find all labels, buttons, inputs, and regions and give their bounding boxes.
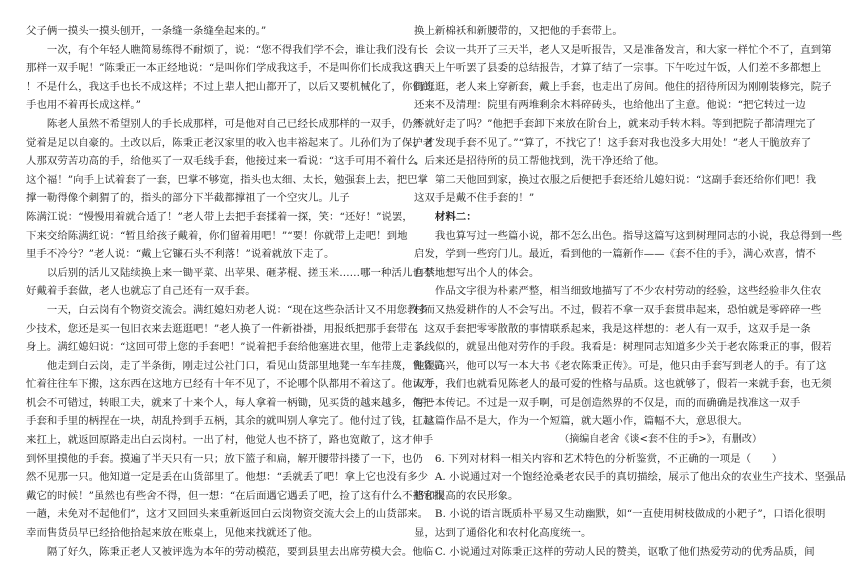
right-column-line: 这双手是戴不住手套的！” [414, 192, 535, 205]
left-column-line: 陈满江说：“慢慢用着就合适了！”老人带上去把手套揉着一探，笑：“还好！”说罢， [26, 210, 413, 223]
left-column-line: 忙着往往车下搬，这东西在这地方已经有十年不见了，不论哪个队都用不着这了。他认为 [26, 378, 434, 391]
right-column-line: 村而又热爱耕作的人不会写出。不过，假若不拿一双手套贯串起来，恐怕就是零碎碎一些 [414, 303, 822, 316]
left-column-line: 一次，有个年轻人瞧简易练得不耐烦了，说：“您不得我们学不会，谁让我们没有长 [26, 43, 429, 56]
left-column-line: 撑一勒得像个刺猬了的，指头的部分下半截都撑祖了一个空灾儿。儿子 [26, 192, 350, 205]
right-column-line: 他很高兴，他可以写一本大书《老农陈秉正传》。可是，他只由手套写到老人的手。有了这 [414, 359, 827, 372]
right-column-line: 不就好走了吗？”他把手套卸下来放在阶台上，就来动手转木料。等到把院子都清理完了 [414, 117, 817, 130]
left-column-line: 然不见那一只。他知道一定是丢在山货部里了。他想：“丢就丢了吧！拿上它也没有多少 [26, 471, 429, 484]
right-column-line: 会议一共开了三天半，老人又是听报告，又是准备发言，和大家一样忙个不了，直到第 [414, 43, 832, 56]
left-column-line: 里手不冷兮？”老人说：“戴上它镰石头不利落！”说着就放下走了。 [26, 248, 335, 261]
right-column-line: 第二天他回到家，换过衣服之后便把手套还给儿媳妇说：“这副手套还给你们吧！我 [414, 173, 817, 186]
right-column-line: 。这双手套把零零散散的事情联系起来，我是这样想的：老人有一双手，这双手是一条 [414, 322, 811, 335]
left-column-line: ！不是什么，我这手也长不成这样；不过上辈人把山都开了，以后又要机械化了，你们的 [26, 80, 434, 93]
left-column-line: 一趟，未免对不起他们”，这才又回回头来重新返回白云岗物资交流大会上的山货部来。 [26, 508, 429, 521]
left-column-line: 到怀里摸他的手套。摸遍了半天只有一只；放下篮子和扁，解开腰带抖搂了一下，也仍 [26, 452, 423, 465]
left-column-line: 机会不可错过，转眼工夫，就来了十来个人，每人拿着一柄锄，见买货的越来越多，他把 [26, 396, 434, 409]
right-column-line: 还来不及清理：院里有两堆剩余木料碎砖头，也给他出了主意。他说：“把它转过一边 [414, 99, 806, 112]
right-column-line: 写一本传记。不过是一双手啊，可是创造然界的不仅是，而的而确确是找准这一双手 [414, 396, 801, 409]
left-column-line: 幸而售货员早已经拾他拾起来放在账桌上，见他来找就还了他。 [26, 527, 319, 540]
left-column-line: 少技术，您还是买一包旧衣来去逛逛吧！”老人换了一件新褂褂，用报纸把那手套带在 [26, 322, 418, 335]
right-column-line: ，才发现手套不见了。”“算了，不找它了！这手套对我也没多大用处！”老人干脆放弃了 [414, 136, 812, 149]
right-column-line: 街逛逛，老人来上穿新套，戴上手套，也走出了房间。他住的招待所因为刚刚装修完，院子 [414, 80, 832, 93]
left-column-line: 以后别的活儿又陆续换上来一锄平菜、出苹果、砸茅棍、搓玉米……哪一种活儿也不 [26, 266, 434, 279]
left-column-line: 身上。满红媳妇说：“这回可带上您的手套吧！”说着把手套给他塞进衣里，他带上走了。 [26, 341, 434, 354]
left-column-line: 下来交给陈满红说：“暂且给孩子戴着，你们留着用吧！”“要！你就带上走吧！到地 [26, 229, 408, 242]
right-column-line: 我也算写过一些篇小说，都不怎么出色。指导这篇写这到树理同志的小说，我总得到一些 [414, 229, 843, 242]
right-column-line: （摘编自老舍《谈<套不住的手>》，有删改） [559, 434, 762, 446]
right-column-line: 6. 下列对材料一相关内容和艺术特色的分析鉴赏，不正确的一项是（ ） [414, 452, 783, 465]
left-column-line: 来扛上，就返回原路走出白云岗村。一出了村，他觉人也不挤了，路也宽敞了，这才伸手 [26, 434, 434, 447]
right-column-line: 双手，我们也就看见陈老人的最可爱的性格与品质。这也就够了，假若一来就手套，也无须 [414, 378, 832, 391]
right-column-line: 条线似的，就显出他对劳作的手段。我看是：树理同志知道多少关于老农陈秉正的事，假若 [414, 341, 832, 354]
left-column-line: 父子俩一摸头一摸头刨开，一条缝一条缝垒起来的。” [26, 25, 267, 37]
right-column-line: 换上新棉袄和新腰带的，又把他的手套带上。 [414, 25, 623, 37]
right-text-column [414, 22, 846, 561]
left-column-line: 手也用不着再长成这样。” [26, 99, 142, 112]
left-column-line: 戴它的时候！”虽然也有些舍不得，但一想：“在后面遇它遇丢了吧，捡了这有什么不把它找 [26, 489, 444, 502]
right-column-line: 。这篇作品不是大，作为一个短篇，就大题小作，篇幅不大，意思很大。 [414, 415, 749, 428]
right-column-line: 材料二： [414, 210, 477, 223]
right-column-line: 。后来还是招待所的员工帮他找到，洗干净还给了他。 [414, 155, 665, 168]
right-column-line: 启发，学到一些窍门儿。最近，看到他的一篇新作——《套不住的手》，满心欢喜，情不 [414, 248, 816, 261]
right-column-line: A. 小说通过对一个饱经沧桑老农民手的真切描绘，展示了他出众的农业生产技术、坚强品 [414, 471, 846, 484]
left-column-line: 隔了好久，陈秉正老人又被评选为本年的劳动模范，要到县里去出席劳模大会。他临 [26, 545, 434, 558]
right-column-line: B. 小说的语言既质朴平易又生动幽默，如“一直使用树枝做成的小耙子”，口语化很明 [414, 508, 826, 521]
right-column-line: 显，达到了通俗化和农村化高度统一。 [414, 527, 592, 540]
left-column-line: 手套和手里的柄捏在一块，胡乱拎到手五柄，其余的就叫别人拿完了。他付过了钱，扛起 [26, 415, 434, 428]
right-column-line: 格和很高的农民形象。 [414, 489, 519, 502]
right-column-line: 自禁地想写出个人的体会。 [414, 266, 540, 279]
right-column-line: 四天上午听罢了县委的总结报告，才算了结了一宗事。下午吃过午饭，人们差不多都想上 [414, 62, 822, 75]
left-column-line: 人那双劳苦功高的手，给他买了一双毛线手套，他接过来一看说：“这手可用不着什么 [26, 155, 418, 168]
left-column-line: 那样一双手呢！”陈秉正一本正经地说：“是叫你们学成我这手，不是叫你们长成我这手 [26, 62, 424, 75]
left-column-line: 这个福！”向手上试着套了一套，巴掌不够宽，指头也太细、太长，勉强套上去，把巴掌 [26, 173, 429, 186]
left-column-line: 他走到白云岗，走了半条街，刚走过公社门口，看见山货部里地凳一车车挂蔑，售货员 [26, 359, 444, 372]
right-column-line: C. 小说通过对陈秉正这样的劳动人民的赞美，讴歌了他们热爱劳动的优秀品质，间 [414, 545, 815, 558]
right-column-line: 作品文字很为朴素严整，相当细致地描写了不少农村劳动的经验，这些经验非久住农 [414, 285, 822, 298]
left-column-line: 一天，白云岗有个物资交流会。满红媳妇劝老人说：“现在这些杂活计又不用您教多 [26, 303, 429, 316]
left-column-line: 好戴着手套做，老人也就忘了自己还有一双手套。 [26, 285, 256, 298]
left-column-line: 陈老人虽然不希望别人的手长成那样，可是他对自己已经长成那样的一双手，仍然 [26, 117, 423, 130]
left-text-column [26, 22, 444, 561]
left-column-line: 觉着是足以自豪的。土改以后，陈秉正老汉家里的收入也丰裕起来了。儿孙们为了保护老 [26, 136, 434, 149]
